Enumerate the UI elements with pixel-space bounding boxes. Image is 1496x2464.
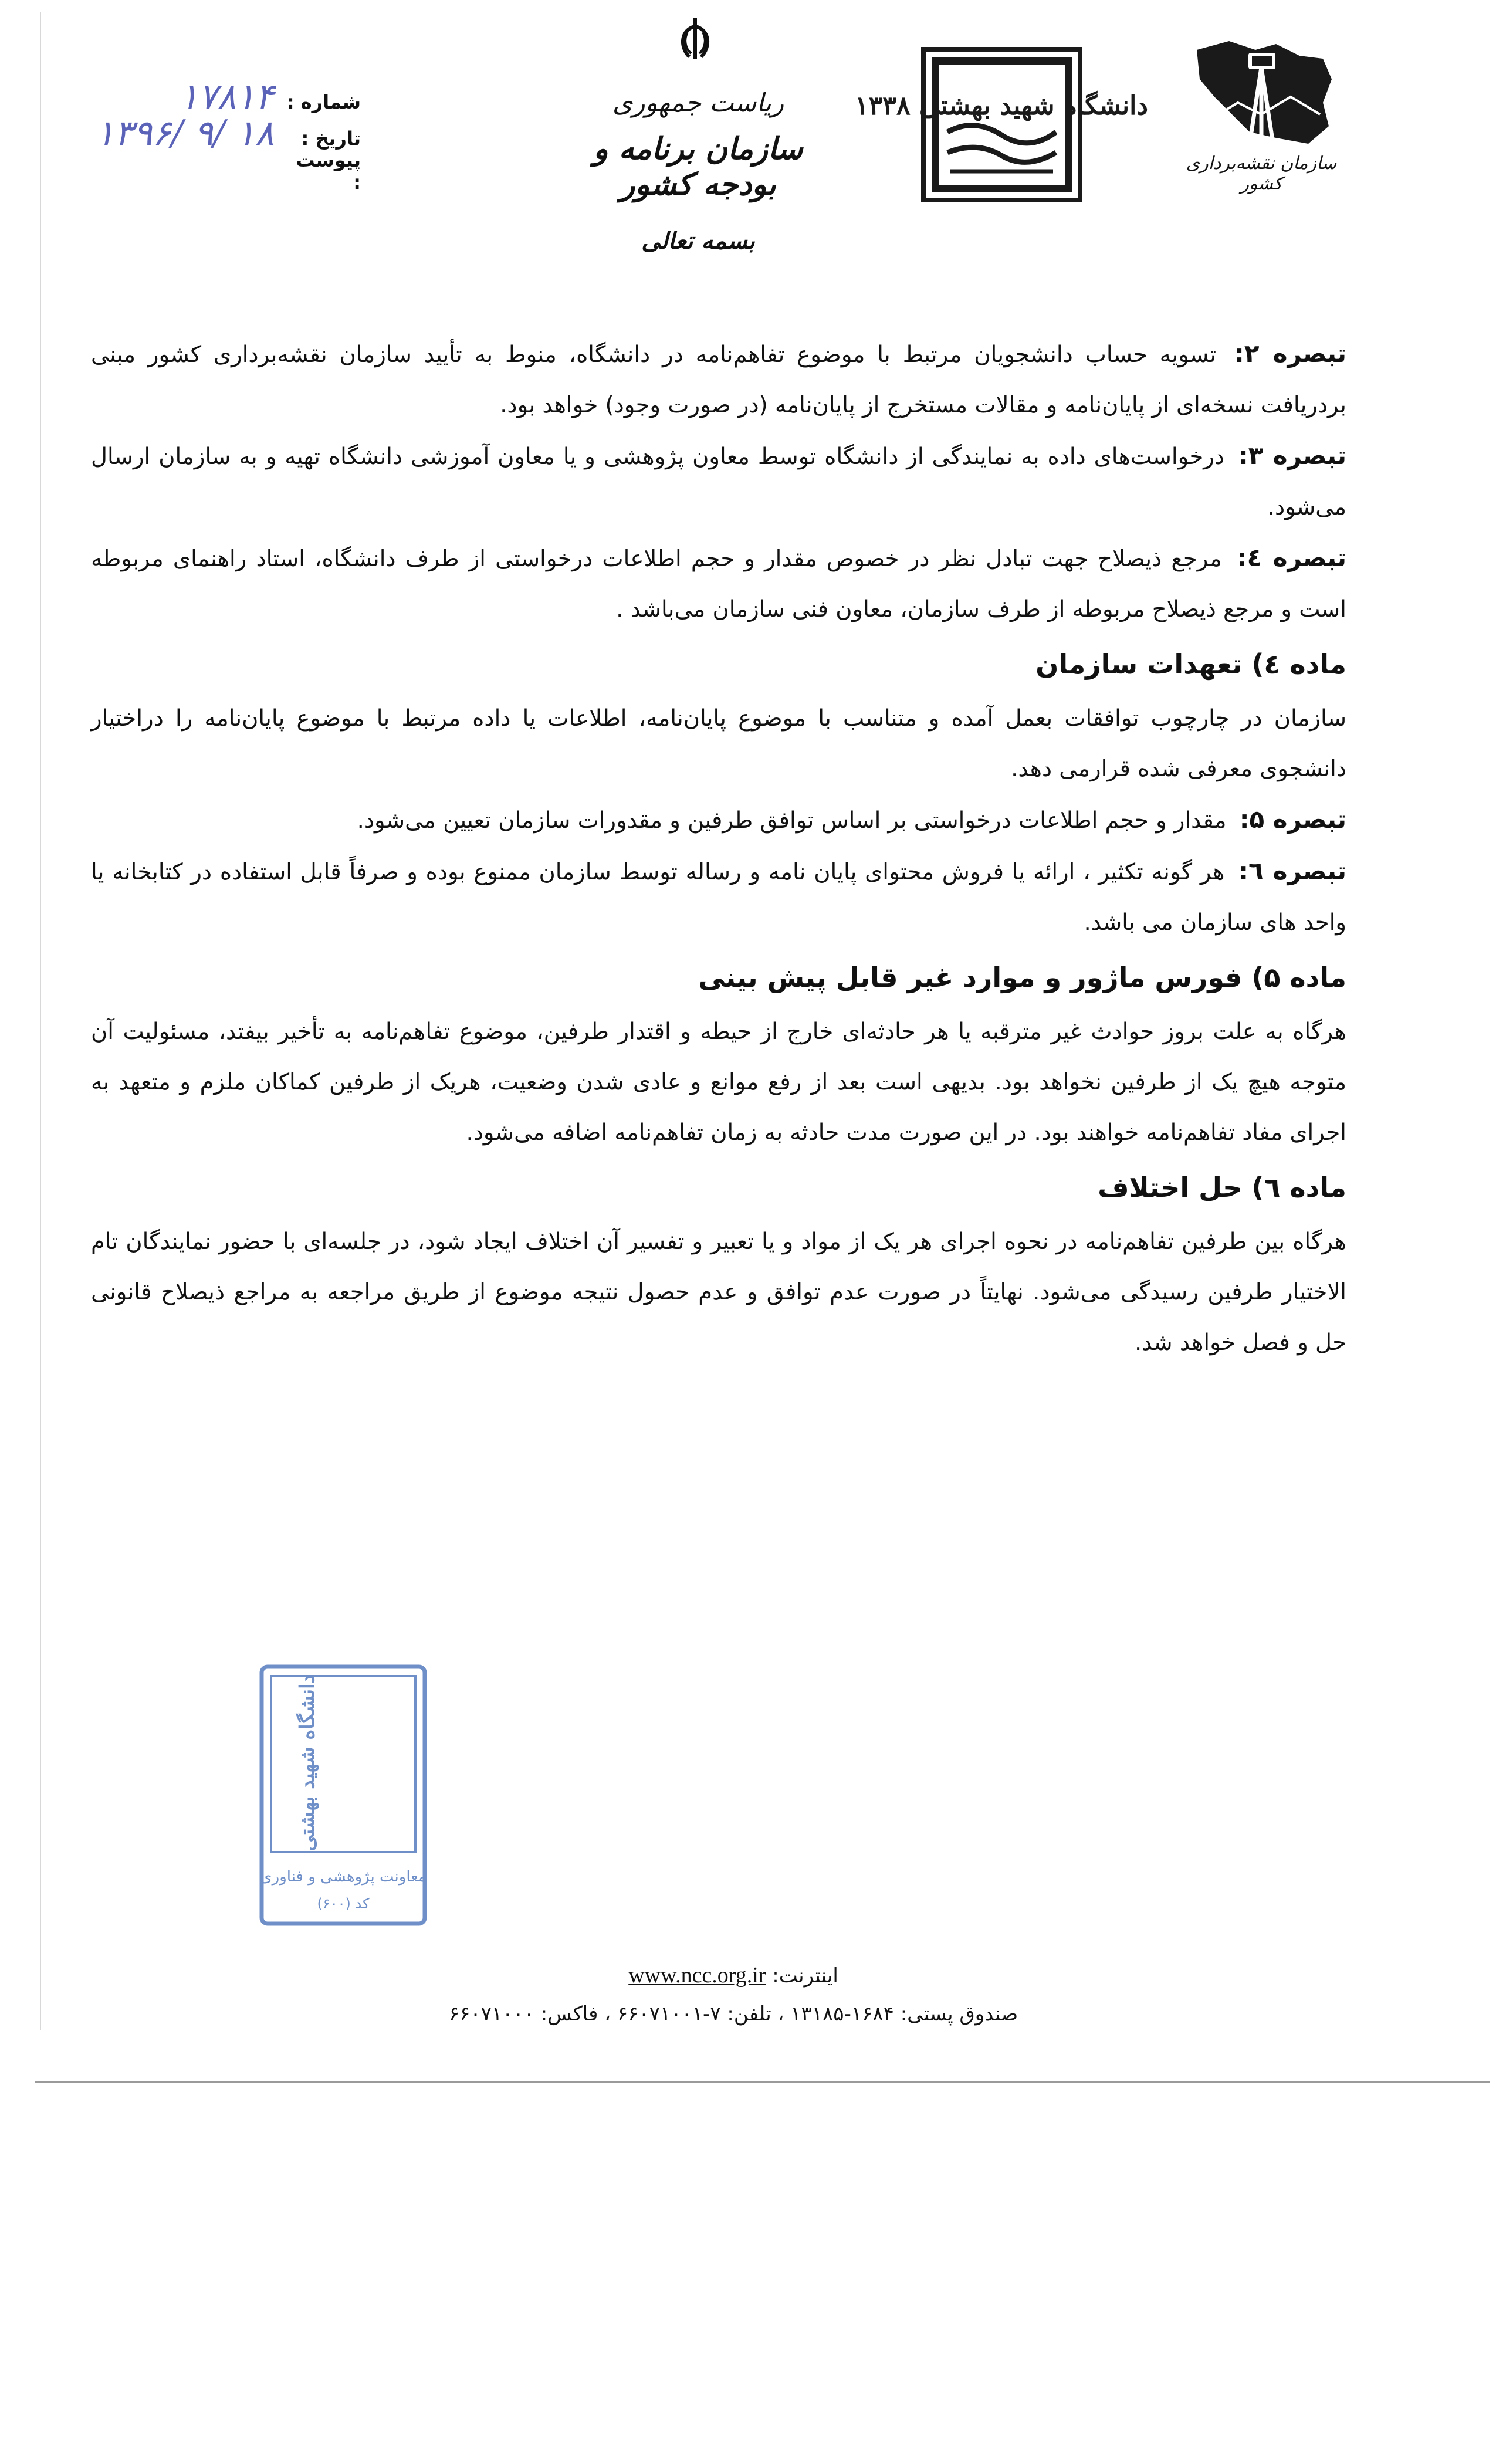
website-link[interactable]: www.ncc.org.ir [628,1963,766,1988]
note-5 [91,794,1346,846]
letterhead-center [575,88,821,255]
letter-footer [352,1962,1115,2026]
note-text: تسویه حساب دانشجویان مرتبط با موضوع تفاهم‌نامه در دانشگاه، منوط به تأیید سازمان نقشه‌برداری کشور مبنی بردریافت نسخه‌ای از پایان‌نامه و مقالات مستخرج از پایان‌نامه (در صورت وجود) خواهد بود. [91,341,1346,418]
note-3 [91,431,1346,533]
article-6-text: هرگاه بین طرفین تفاهم‌نامه در نحوه اجرای هر یک از مواد و یا تعبیر و تفسیر آن اختلاف ایجاد شود، در جلسه‌ای با حضور نمایندگان تام الاختیار طرفین رسیدگی می‌شود. نهایتاً در صورت عدم توافق و عدم حصول نتیجه موضوع از طریق مراجعه به مراجع ذیصلاح قانونی حل و فصل خواهد شد. [91,1228,1346,1356]
footer-web-row [352,1962,1115,1988]
date-value: ۱۳۹۶/ ۹/ ۱۸ [95,113,274,154]
note-label: تبصره ۳: [1238,441,1347,470]
university-stamp [258,1663,428,1927]
iran-map-surveyor-icon [1173,32,1349,150]
university-logo-text: دانشگاه شهید بهشتی ۱۳۳۸ [855,91,1148,121]
footer-contact-line: صندوق پستی: ۱۶۸۴-۱۳۱۸۵ ، تلفن: ۷-۶۶۰۷۱۰۰۱ ، فاکس: ۶۶۰۷۱۰۰۰ [448,2002,1018,2026]
date-row [91,113,361,154]
attachment-label: پیوست : [296,149,361,194]
number-label: شماره : [286,91,361,113]
note-text: مقدار و حجم اطلاعات درخواستی بر اساس توافق طرفین و مقدورات سازمان تعیین می‌شود. [357,807,1227,834]
org-logo-caption: سازمان نقشه‌برداری کشور [1186,153,1337,194]
note-text: درخواست‌های داده به نمایندگی از دانشگاه توسط معاون پژوهشی و یا معاون آموزشی دانشگاه تهیه و به سازمان ارسال می‌شود. [91,444,1346,520]
note-label: تبصره ۵: [1239,805,1346,834]
invocation-text: بسمه تعالی [641,227,755,255]
internet-label: اینترنت: [772,1964,838,1988]
date-label: تاریخ : [301,127,361,150]
letter-meta-block [91,76,361,194]
article-4-text: سازمان در چارچوب توافقات بعمل آمده و متناسب با موضوع پایان‌نامه، اطلاعات یا داده مرتبط با موضوع پایان‌نامه را دراختیار دانشجوی معرفی شده قرارمی دهد. [91,705,1346,782]
note-6 [91,846,1346,948]
stamp-unit: معاونت پژوهشی و فناوری [260,1868,427,1886]
stamp-code: کد (۶۰۰) [317,1896,370,1912]
note-2 [91,329,1346,431]
article-4-title: ماده ٤) تعهدات سازمان [1035,648,1346,680]
national-cartographic-center-logo [1173,32,1349,194]
scan-edge-line [40,12,41,2030]
article-5-text: هرگاه به علت بروز حوادث غیر مترقبه یا هر حادثه‌ای خارج از حیطه و اقتدار طرفین، موضوع تفاهم‌نامه به تأخیر بیفتد، مسئولیت آن متوجه هیچ یک از طرفین نخواهد بود. بدیهی است بعد از رفع موانع و عادی شدن وضعیت، هریک از طرفین کماکان ملزم و متعهد به اجرای مفاد تفاهم‌نامه خواهند بود. در این صورت مدت حادثه به زمان تفاهم‌نامه اضافه می‌شود. [91,1018,1346,1146]
letter-body [91,329,1346,1368]
shahid-beheshti-university-logo [855,47,1148,202]
note-text: هر گونه تکثیر ، ارائه یا فروش محتوای پایان نامه و رساله توسط سازمان ممنوع بوده و صرفاً قابل استفاده در کتابخانه یا واحد های سازمان می باشد. [91,859,1346,936]
number-row [91,76,361,117]
iran-emblem-icon [675,15,716,62]
presidency-title: ریاست جمهوری [612,88,784,118]
number-value: ۱۷۸۱۴ [179,76,274,117]
organization-title: سازمان برنامه و بودجه کشور [593,131,803,202]
note-label: تبصره ۲: [1234,339,1346,368]
stamp-university-name: دانشگاه شهید بهشتی [296,1674,319,1852]
footer-divider [35,2081,1490,2083]
article-6-title: ماده ٦) حل اختلاف [1098,1172,1346,1203]
article-5-title: ماده ۵) فورس ماژور و موارد غیر قابل پیش بینی [698,962,1346,993]
note-label: تبصره ٦: [1238,857,1347,885]
note-label: تبصره ٤: [1237,543,1347,572]
note-4 [91,533,1346,635]
attachment-row [91,149,361,194]
note-text: مرجع ذیصلاح جهت تبادل نظر در خصوص مقدار و حجم اطلاعات درخواستی از طرف دانشگاه، استاد راهنمای مربوطه است و مرجع ذیصلاح مربوطه از طرف سازمان، معاون فنی سازمان می‌باشد . [91,546,1346,622]
